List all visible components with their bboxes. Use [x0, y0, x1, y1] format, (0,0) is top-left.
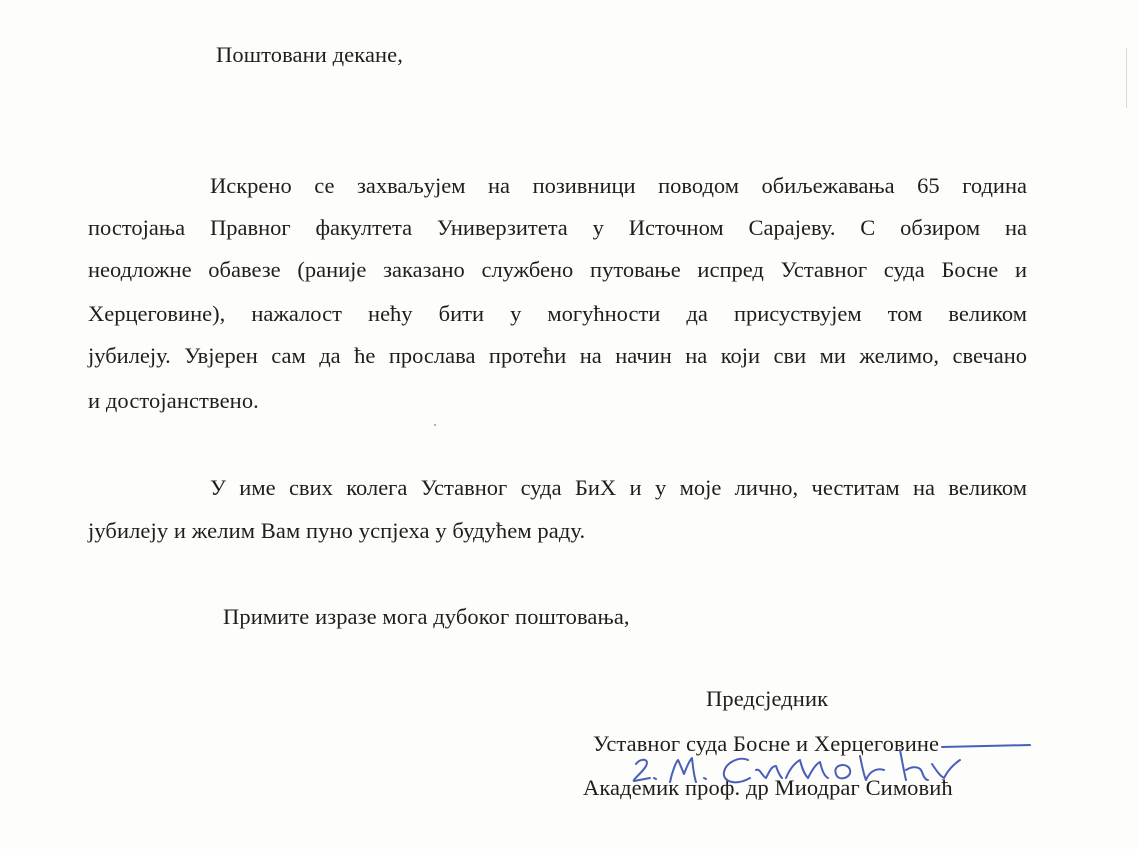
- signature-title: Предсједник: [706, 686, 829, 711]
- signature-name: Академик проф. др Миодраг Симовић: [583, 775, 953, 800]
- paragraph-1-line-1: Искрено се захваљујем на позивници поводом обиљежавања 65 година: [210, 173, 1027, 198]
- paragraph-1-line-6: и достојанствено.: [88, 388, 259, 413]
- paragraph-2-line-1: У име свих колега Уставног суда БиХ и у моје лично, честитам на великом: [210, 475, 1027, 500]
- paragraph-2-line-2: јубилеју и желим Вам пуно успјеха у будућем раду.: [88, 518, 586, 543]
- salutation: Поштовани декане,: [216, 42, 403, 67]
- closing-line: Примите изразе мога дубоког поштовања,: [223, 604, 630, 629]
- paragraph-1-line-3: неодложне обавезе (раније заказано службено путовање испред Уставног суда Босне и: [88, 257, 1027, 282]
- scan-speck: [1126, 48, 1127, 108]
- paragraph-1-line-2: постојања Правног факултета Универзитета у Источном Сарајеву. С обзиром на: [88, 215, 1027, 240]
- paragraph-1-line-5: јубилеју. Увјерен сам да ће прослава протећи на начин на који сви ми желимо, свечано: [88, 343, 1027, 368]
- signature-institution: Уставног суда Босне и Херцеговине: [593, 731, 940, 756]
- paragraph-1-line-4: Херцеговине), нажалост нећу бити у могућности да присуствујем том великом: [88, 301, 1027, 326]
- scan-speck: [434, 424, 436, 426]
